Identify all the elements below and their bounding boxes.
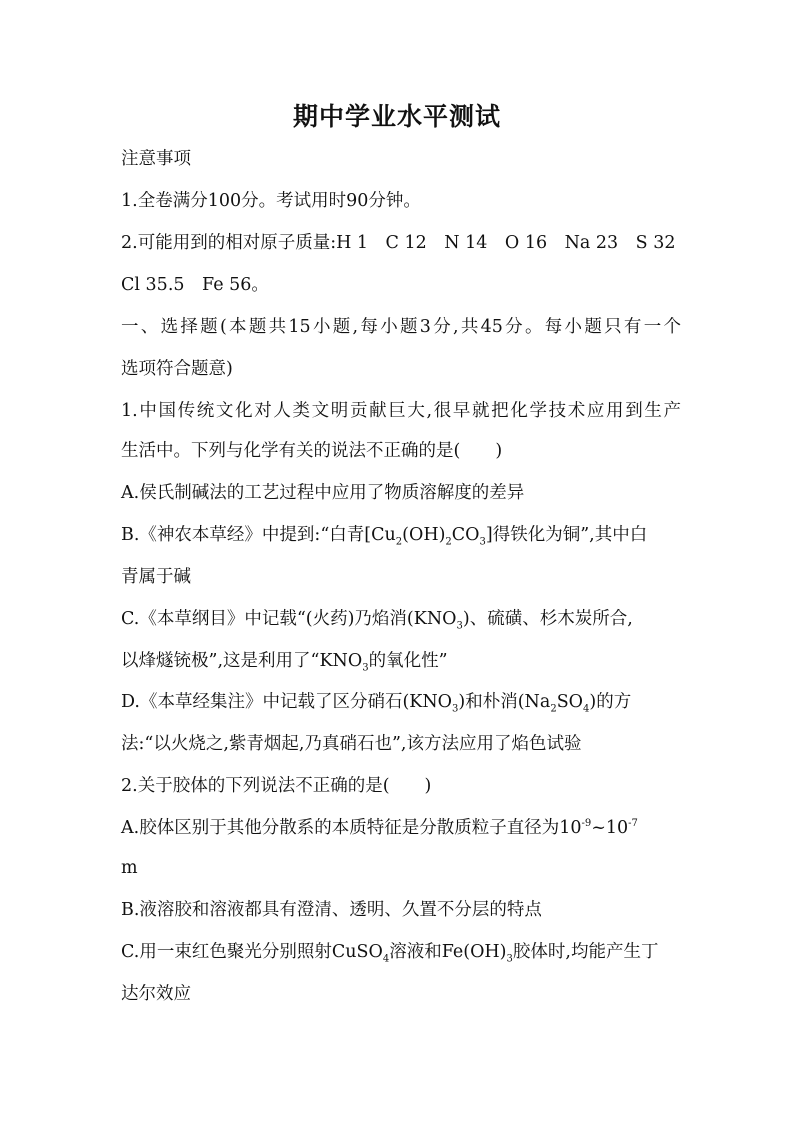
- question-1-option-b-line-2: 青属于碱: [121, 567, 191, 587]
- question-1-option-d-line-2: 法:“以火烧之,紫青烟起,乃真硝石也”,该方法应用了焰色试验: [121, 734, 582, 754]
- question-1-option-c-line-2: 以烽燧铳极”,这是利用了“$KNO_3$的氧化性”: [121, 651, 448, 674]
- question-2-option-a-line-1: A.胶体区别于其他分散系的本质特征是分散质粒子直径为$10^{-9}\sim 10^{-7}$: [121, 818, 638, 838]
- section-heading-line-1: 一、选择题(本题共15小题,每小题3分,共45分。每小题只有一个: [121, 317, 681, 337]
- question-1-stem-line-2: 生活中。下列与化学有关的说法不正确的是( ): [121, 441, 503, 461]
- notice-item-2-line-1: 2.可能用到的相对原子质量:H 1 C 12 N 14 O 16 Na 23 S 32: [121, 233, 676, 253]
- question-1-option-d-line-1: D.《本草经集注》中记载了区分硝石$(KNO_3)$和朴消$(Na_2SO_4)$的方: [121, 692, 632, 715]
- page-title: 期中学业水平测试: [292, 102, 501, 131]
- question-1-option-c-line-1: C.《本草纲目》中记载“(火药)乃焰消$(KNO_3)$、硫磺、杉木炭所合,: [121, 609, 633, 632]
- section-heading-line-2: 选项符合题意): [121, 359, 233, 379]
- question-2-option-a-line-2: m: [121, 858, 138, 878]
- question-1-option-a: A.侯氏制碱法的工艺过程中应用了物质溶解度的差异: [121, 483, 525, 503]
- question-1-stem-line-1: 1.中国传统文化对人类文明贡献巨大,很早就把化学技术应用到生产: [121, 401, 681, 421]
- notice-item-2-line-2: Cl 35.5 Fe 56。: [121, 275, 269, 295]
- question-2-option-c-line-1: C.用一束红色聚光分别照射CuSO$_4$溶液和$Fe(OH)_3$胶体时,均能产生丁: [121, 942, 659, 965]
- notice-heading: 注意事项: [121, 149, 191, 169]
- question-2-option-c-line-2: 达尔效应: [121, 984, 191, 1004]
- notice-item-1: 1.全卷满分100分。考试用时90分钟。: [121, 191, 421, 211]
- question-2-option-b: B.液溶胶和溶液都具有澄清、透明、久置不分层的特点: [121, 900, 542, 920]
- question-1-option-b-line-1: B.《神农本草经》中提到:“白青$[Cu_2(OH)_2CO_3]$得铁化为铜”,其中白: [121, 525, 648, 548]
- question-2-stem: 2.关于胶体的下列说法不正确的是( ): [121, 776, 432, 796]
